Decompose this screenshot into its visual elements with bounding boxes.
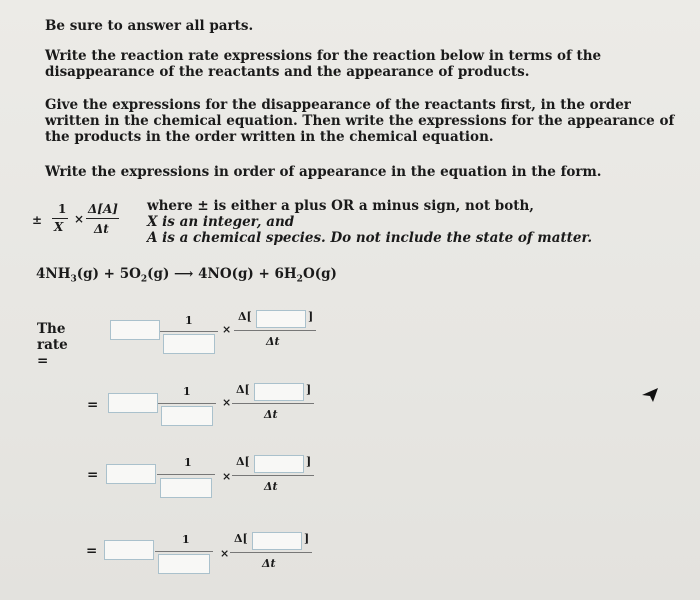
form-delta-t: Δt (94, 222, 109, 236)
form-times-symbol: × (74, 212, 85, 226)
fraction-bar-3a (157, 474, 215, 475)
close-bracket-2: ] (306, 383, 312, 396)
fraction-bar-4b (230, 552, 312, 553)
equals-sign-2: = (87, 397, 99, 413)
chemical-equation: $4NH_3(g) + 5O_2(g)$ ⟶ $4NO(g) + 6H_2O(g)$ (36, 266, 337, 285)
instruction-order: Give the expressions for the disappearance of the reactants first, in the order written in the chemical equation. Then write the expressions for the appearance of the products in the order written in the chemical equation. (45, 97, 675, 145)
numerator-one-2: 1 (183, 385, 191, 398)
delta-open-4: Δ[ (234, 532, 248, 545)
delta-t-1: Δt (266, 335, 280, 348)
delta-t-3: Δt (264, 480, 278, 493)
form-fraction-bar-2 (86, 218, 119, 219)
where-line-2: X is an integer, and (147, 214, 295, 230)
numerator-one-1: 1 (185, 314, 193, 327)
form-fraction-bar-1 (52, 218, 68, 219)
delta-t-2: Δt (264, 408, 278, 421)
species-input-2[interactable] (254, 383, 304, 401)
species-input-3[interactable] (254, 455, 304, 473)
fraction-bar-2a (158, 403, 216, 404)
numerator-one-4: 1 (182, 533, 190, 546)
species-input-1[interactable] (256, 310, 306, 328)
delta-open-1: Δ[ (238, 310, 252, 323)
sign-input-3[interactable] (106, 464, 156, 484)
form-delta-a: Δ[A] (88, 202, 118, 216)
times-symbol-3: × (222, 470, 232, 483)
plus-minus-symbol: ± (32, 213, 43, 227)
where-line-1: where ± is either a plus OR a minus sign, not both, (147, 198, 534, 214)
close-bracket-3: ] (306, 455, 312, 468)
numerator-one-3: 1 (184, 456, 192, 469)
fraction-bar-2b (232, 403, 314, 404)
fraction-bar-1b (234, 330, 316, 331)
species-input-4[interactable] (252, 532, 302, 550)
instruction-write-rates: Write the reaction rate expressions for the reaction below in terms of the disappearance of the reactants and the appearance of products. (45, 48, 602, 80)
delta-open-2: Δ[ (236, 383, 250, 396)
sign-input-1[interactable] (110, 320, 160, 340)
equals-sign-3: = (87, 467, 99, 483)
mouse-cursor-icon (640, 385, 660, 405)
delta-t-4: Δt (262, 557, 276, 570)
coefficient-input-3[interactable] (160, 478, 212, 498)
sign-input-4[interactable] (104, 540, 154, 560)
sign-input-2[interactable] (108, 393, 158, 413)
instruction-form: Write the expressions in order of appearance in the equation in the form. (45, 164, 602, 180)
coefficient-input-4[interactable] (158, 554, 210, 574)
fraction-bar-1a (160, 331, 218, 332)
times-symbol-1: × (222, 323, 232, 336)
times-symbol-2: × (222, 396, 232, 409)
times-symbol-4: × (220, 547, 230, 560)
fraction-bar-4a (155, 551, 213, 552)
coefficient-input-2[interactable] (161, 406, 213, 426)
delta-open-3: Δ[ (236, 455, 250, 468)
where-line-3: A is a chemical species. Do not include the state of matter. (147, 230, 593, 246)
form-denominator-x: X (54, 220, 64, 234)
fraction-bar-3b (232, 475, 314, 476)
close-bracket-4: ] (304, 532, 310, 545)
instruction-be-sure: Be sure to answer all parts. (45, 18, 254, 34)
general-form-expression (30, 198, 160, 244)
close-bracket-1: ] (308, 310, 314, 323)
rate-label: The rate = (37, 321, 68, 369)
form-numerator-one: 1 (58, 202, 67, 216)
equals-sign-4: = (86, 543, 98, 559)
coefficient-input-1[interactable] (163, 334, 215, 354)
